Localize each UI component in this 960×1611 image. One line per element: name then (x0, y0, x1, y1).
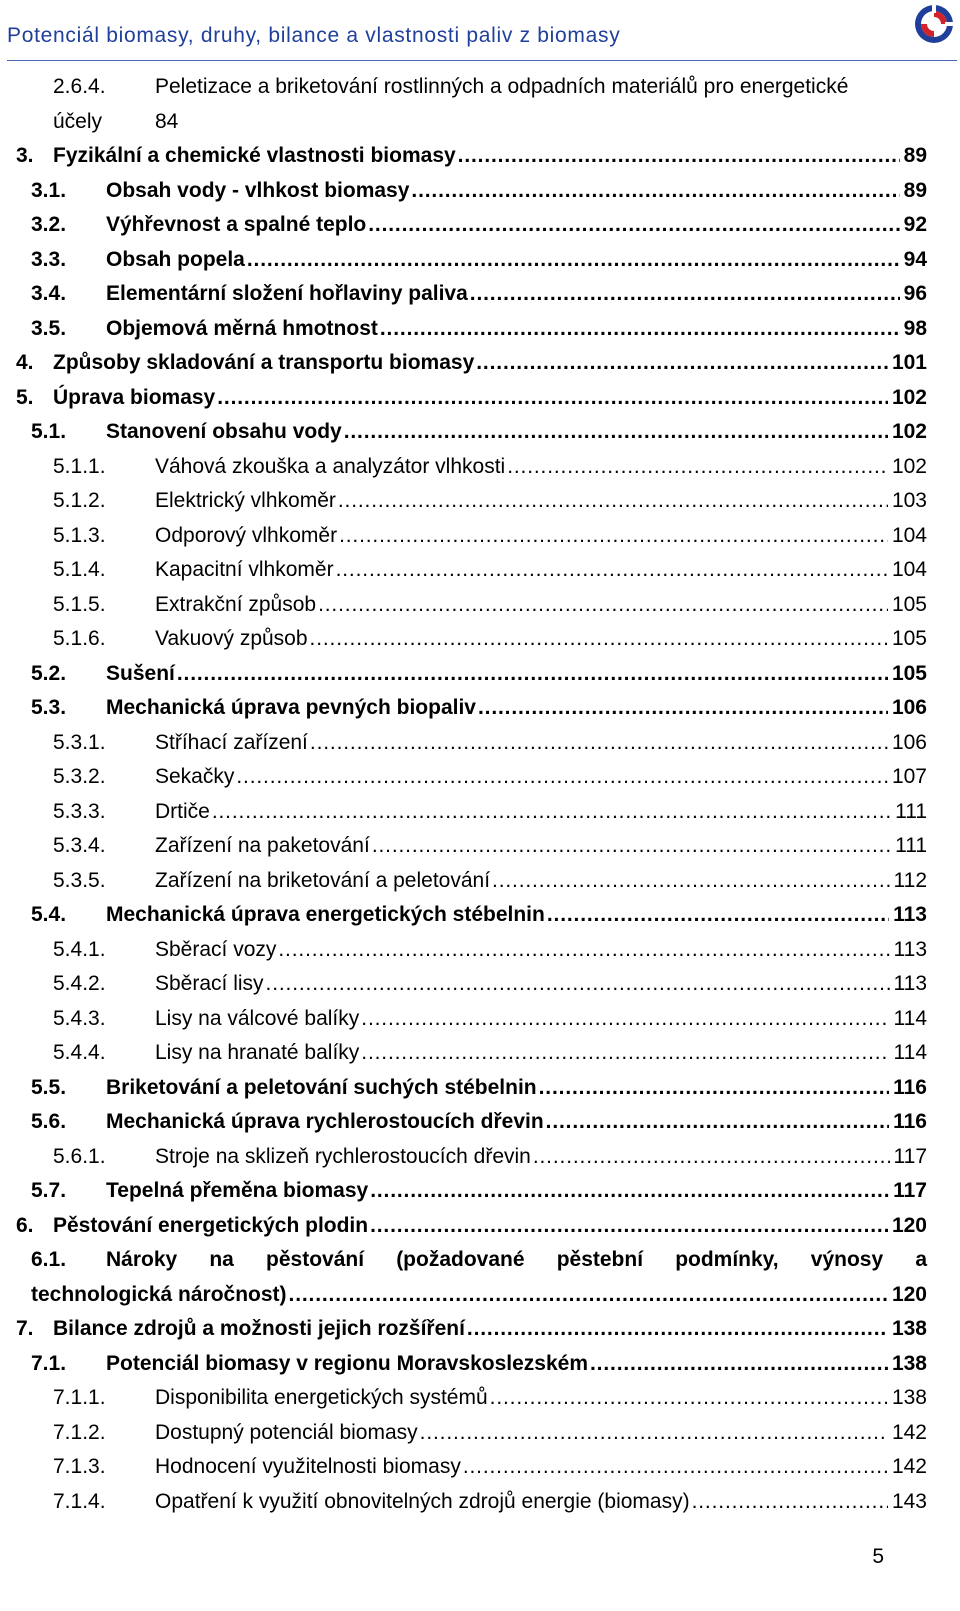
toc-entry-number: 5.3. (31, 696, 67, 719)
toc-entry-line (155, 1416, 927, 1451)
toc-entry-page: 113 (893, 937, 927, 961)
toc-entry-number: 7.1.1. (53, 1386, 106, 1409)
toc-leader-dots (507, 450, 888, 485)
toc-entry-number: 7.1.3. (53, 1455, 106, 1478)
toc-entry-number: 7. (16, 1317, 34, 1340)
toc-entry-page: 92 (903, 213, 927, 236)
toc-entry[interactable] (0, 381, 960, 416)
toc-entry-page: 94 (903, 247, 927, 271)
toc-entry-title: Zařízení na paketování (155, 834, 370, 857)
toc-leader-dots (247, 243, 900, 278)
toc-entry-page: 96 (903, 282, 927, 305)
toc-entry[interactable] (0, 898, 960, 933)
toc-entry[interactable] (0, 1450, 960, 1485)
toc-entry-number: 5.3.4. (53, 834, 106, 857)
toc-entry-title: Kapacitní vlhkoměr (155, 558, 334, 581)
toc-entry-page: 114 (893, 1006, 927, 1030)
toc-entry-title: Tepelná přeměna biomasy (106, 1179, 369, 1202)
toc-entry-title: Objemová měrná hmotnost (106, 316, 378, 340)
toc-leader-dots (411, 174, 899, 209)
toc-entry-line (106, 691, 927, 726)
toc-entry-number: 5.4. (31, 903, 67, 926)
toc-entry[interactable] (0, 208, 960, 243)
toc-leader-dots (212, 795, 891, 830)
toc-entry-line (155, 553, 927, 588)
toc-entry-title: Úprava biomasy (53, 385, 216, 409)
toc-entry-line (106, 1071, 927, 1106)
toc-entry-line (106, 415, 927, 450)
toc-entry-line (155, 1450, 927, 1485)
toc-entry-page: 89 (903, 178, 927, 202)
toc-entry-page: 142 (891, 1455, 927, 1478)
toc-entry-title: Hodnocení využitelnosti biomasy (155, 1455, 461, 1478)
toc-leader-dots (361, 1002, 889, 1037)
toc-entry[interactable] (0, 1209, 960, 1244)
toc-leader-dots (546, 1105, 889, 1140)
page-number: 5 (872, 1545, 884, 1568)
toc-entry-page: 102 (891, 385, 927, 409)
toc-leader-dots (492, 864, 889, 899)
toc-entry-page: 98 (903, 316, 927, 340)
toc-leader-dots (310, 726, 888, 761)
toc-entry-line (106, 243, 927, 278)
toc-leader-dots (338, 484, 888, 519)
toc-entry-title: Mechanická úprava rychlerostoucích dřevin (106, 1110, 544, 1133)
toc-leader-dots (420, 1416, 888, 1451)
toc-entry-page: 116 (893, 1075, 927, 1099)
toc-entry[interactable] (0, 760, 960, 795)
toc-entry-title: Sekačky (155, 765, 235, 788)
toc-entry-page: 105 (891, 627, 927, 650)
toc-leader-dots (463, 1450, 888, 1485)
toc-entry[interactable] (0, 829, 960, 864)
toc-entry-line (155, 588, 927, 623)
toc-entry-page: 112 (893, 868, 927, 892)
toc-entry-page: 105 (891, 661, 927, 685)
toc-entry-title: Bilance zdrojů a možnosti jejich rozšíření (53, 1317, 465, 1340)
toc-entry-page: 120 (891, 1282, 927, 1306)
toc-entry-title: Výhřevnost a spalné teplo (106, 213, 367, 236)
toc-entry-page: 142 (891, 1420, 927, 1444)
toc-entry-number: 7.1. (31, 1351, 67, 1375)
toc-entry[interactable] (0, 1416, 960, 1451)
toc-entry-number: 5.2. (31, 661, 67, 685)
toc-entry-title: Fyzikální a chemické vlastnosti biomasy (53, 144, 456, 167)
toc-entry-page: 104 (891, 523, 927, 547)
toc-entry-title: Stanovení obsahu vody (106, 420, 342, 443)
toc-entry[interactable] (0, 243, 960, 278)
toc-entry-page: 111 (895, 799, 927, 823)
toc-leader-dots (590, 1347, 888, 1382)
toc-entry[interactable] (0, 139, 960, 174)
toc-leader-dots (310, 622, 888, 657)
toc-entry[interactable] (0, 1002, 960, 1037)
toc-entry-number: 5.1.4. (53, 558, 106, 581)
toc-entry-line (106, 208, 927, 243)
toc-entry-number: 7.1.4. (53, 1489, 106, 1513)
toc-entry[interactable] (0, 1347, 960, 1382)
toc-entry[interactable] (0, 553, 960, 588)
toc-entry-line (155, 1140, 927, 1175)
toc-entry-line (53, 346, 927, 381)
toc-entry-page: 117 (893, 1144, 927, 1168)
toc-entry[interactable] (0, 691, 960, 726)
toc-leader-dots (458, 139, 900, 174)
toc-leader-dots (547, 898, 889, 933)
toc-entry-number: 5.4.1. (53, 937, 106, 961)
toc-entry[interactable] (0, 1036, 960, 1071)
header-divider (7, 60, 957, 61)
toc-entry-title: Sběrací lisy (155, 972, 264, 995)
toc-entry-number: 3.2. (31, 213, 67, 236)
toc-entry-number: 2.6.4. (53, 75, 106, 98)
toc-entry-page: 89 (903, 144, 927, 167)
toc-entry-title: Peletizace a briketování rostlinných a odpadních materiálů pro energetické (155, 75, 849, 98)
toc-entry-page: 102 (891, 420, 927, 443)
toc-entry-line (106, 174, 927, 209)
toc-entry-title: Dostupný potenciál biomasy (155, 1420, 418, 1444)
toc-entry-page: 84 (155, 109, 179, 133)
toc-entry-title-cont: technologická náročnost) (31, 1282, 287, 1306)
toc-entry-page: 104 (891, 558, 927, 581)
toc-entry-title: Opatření k využití obnovitelných zdrojů energie (biomasy) (155, 1489, 690, 1513)
toc-entry-line (106, 1347, 927, 1382)
toc-entry-page: 102 (891, 454, 927, 478)
toc-entry-page: 107 (891, 765, 927, 788)
toc-entry[interactable] (0, 1105, 960, 1140)
toc-entry-title: Obsah popela (106, 247, 245, 271)
toc-entry-number: 5.1.3. (53, 523, 106, 547)
toc-leader-dots (289, 1278, 888, 1313)
toc-entry-number: 5.3.3. (53, 799, 106, 823)
toc-leader-dots (370, 1209, 888, 1244)
toc-entry-page: 138 (891, 1317, 927, 1340)
toc-entry[interactable] (0, 277, 960, 312)
toc-entry-title: Disponibilita energetických systémů (155, 1386, 488, 1409)
toc-entry-title: Sběrací vozy (155, 937, 277, 961)
toc-entry-number: 5.3.5. (53, 868, 106, 892)
toc-entry[interactable] (0, 450, 960, 485)
toc-leader-dots (380, 312, 900, 347)
toc-entry-number: 5. (16, 385, 34, 409)
toc-entry-page: 106 (891, 696, 927, 719)
toc-entry[interactable] (0, 864, 960, 899)
toc-entry-title: Pěstování energetických plodin (53, 1213, 369, 1237)
toc-entry-number: 5.3.1. (53, 730, 106, 754)
toc-entry[interactable] (0, 1140, 960, 1175)
toc-entry-line (155, 484, 927, 519)
toc-leader-dots (490, 1381, 888, 1416)
toc-entry[interactable] (0, 484, 960, 519)
toc-entry-number: 5.1.6. (53, 627, 106, 650)
toc-leader-dots (370, 1174, 889, 1209)
toc-entry-line (53, 1209, 927, 1244)
toc-entry-number: 3. (16, 144, 34, 167)
toc-entry-page: 116 (893, 1110, 927, 1133)
toc-entry[interactable] (0, 1312, 960, 1347)
toc-entry[interactable] (0, 174, 960, 209)
toc-leader-dots (318, 588, 888, 623)
toc-entry-line (106, 898, 927, 933)
toc-leader-dots (361, 1036, 889, 1071)
toc-entry-number: 7.1.2. (53, 1420, 106, 1444)
toc-entry-continuation[interactable] (0, 105, 960, 140)
toc-entry-page: 113 (893, 972, 927, 995)
toc-leader-dots (478, 691, 888, 726)
toc-entry-number: 5.4.3. (53, 1006, 106, 1030)
toc-entry-number: 5.4.4. (53, 1041, 106, 1064)
institution-logo-icon (912, 2, 956, 46)
toc-entry-title: Extrakční způsob (155, 592, 317, 616)
toc-entry-continuation[interactable] (0, 1278, 960, 1313)
toc-entry[interactable] (0, 726, 960, 761)
toc-entry-line (155, 864, 927, 899)
toc-entry-line (155, 1036, 927, 1071)
toc-entry-line (155, 450, 927, 485)
toc-entry-line (155, 622, 927, 657)
toc-entry-line (155, 1381, 927, 1416)
toc-entry-number: 5.6.1. (53, 1144, 106, 1168)
toc-entry-title: Briketování a peletování suchých stébelnin (106, 1075, 537, 1099)
toc-entry-number: 5.1.2. (53, 489, 106, 512)
toc-entry-title: Nároky na pěstování (požadované pěstební podmínky, výnosy a (106, 1248, 927, 1271)
toc-entry-line (53, 381, 927, 416)
toc-entry-line (155, 967, 927, 1002)
toc-entry-number: 6.1. (31, 1248, 67, 1271)
toc-entry-title: Lisy na hranaté balíky (155, 1041, 360, 1064)
toc-leader-dots (217, 381, 888, 416)
toc-entry-page: 103 (891, 489, 927, 512)
toc-entry-number: 5.5. (31, 1075, 67, 1099)
toc-entry-line (31, 1278, 927, 1313)
toc-entry-page: 117 (893, 1179, 927, 1202)
toc-entry-page: 138 (891, 1386, 927, 1409)
toc-entry-line (106, 657, 927, 692)
table-of-contents (0, 70, 960, 1519)
toc-entry[interactable] (0, 1485, 960, 1520)
toc-entry-page: 101 (891, 351, 927, 374)
toc-entry-title: Odporový vlhkoměr (155, 523, 338, 547)
toc-entry-number: 3.5. (31, 316, 67, 340)
toc-entry[interactable] (0, 588, 960, 623)
toc-entry-line (53, 139, 927, 174)
toc-entry-title: Vakuový způsob (155, 627, 308, 650)
toc-entry-title: Mechanická úprava energetických stébelnin (106, 903, 545, 926)
toc-entry[interactable] (0, 933, 960, 968)
toc-entry-title: Mechanická úprava pevných biopaliv (106, 696, 476, 719)
toc-entry-number: 5.6. (31, 1110, 67, 1133)
toc-entry-line (155, 519, 927, 554)
toc-entry-number: 5.7. (31, 1179, 67, 1202)
toc-entry-page: 111 (895, 834, 927, 857)
toc-leader-dots (476, 346, 888, 381)
toc-entry[interactable] (0, 1381, 960, 1416)
toc-entry-line (155, 1485, 927, 1520)
toc-entry-page: 120 (891, 1213, 927, 1237)
toc-entry-line (106, 277, 927, 312)
toc-leader-dots (266, 967, 890, 1002)
toc-leader-dots (470, 277, 900, 312)
toc-leader-dots (372, 829, 891, 864)
toc-leader-dots (177, 657, 888, 692)
toc-entry[interactable] (0, 1174, 960, 1209)
toc-entry[interactable] (0, 967, 960, 1002)
toc-entry[interactable] (0, 415, 960, 450)
toc-entry-line (155, 760, 927, 795)
toc-entry[interactable] (0, 312, 960, 347)
toc-entry-title: Obsah vody - vlhkost biomasy (106, 178, 410, 202)
toc-entry-title: Drtiče (155, 799, 210, 823)
toc-entry-line (155, 933, 927, 968)
toc-entry-title: Stroje na sklizeň rychlerostoucích dřevin (155, 1144, 531, 1168)
toc-entry-number: 3.4. (31, 282, 67, 305)
toc-entry-line (106, 1105, 927, 1140)
toc-entry-number: 5.1.5. (53, 592, 106, 616)
toc-entry[interactable] (0, 657, 960, 692)
toc-entry-number: 3.1. (31, 178, 67, 202)
toc-entry-line (106, 312, 927, 347)
toc-entry-title: Způsoby skladování a transportu biomasy (53, 351, 475, 374)
toc-entry-page: 143 (891, 1489, 927, 1513)
page-header (0, 0, 960, 62)
toc-entry[interactable] (0, 519, 960, 554)
header-title: Potenciál biomasy, druhy, bilance a vlastnosti paliv z biomasy (7, 24, 621, 47)
toc-entry-number: 6. (16, 1213, 34, 1237)
toc-entry-title: Váhová zkouška a analyzátor vlhkosti (155, 454, 506, 478)
toc-entry[interactable] (0, 622, 960, 657)
toc-entry-line (155, 829, 927, 864)
toc-entry-title: Lisy na válcové balíky (155, 1006, 360, 1030)
toc-entry-line (53, 1312, 927, 1347)
toc-entry-number: 3.3. (31, 247, 67, 271)
toc-leader-dots (368, 208, 899, 243)
toc-leader-dots (467, 1312, 888, 1347)
toc-leader-dots (336, 553, 888, 588)
toc-entry-number: 5.3.2. (53, 765, 106, 788)
toc-entry-title: Stříhací zařízení (155, 730, 308, 754)
toc-entry-line (155, 1002, 927, 1037)
toc-entry-number: 5.1. (31, 420, 67, 443)
toc-leader-dots (533, 1140, 890, 1175)
toc-leader-dots (539, 1071, 889, 1106)
toc-leader-dots (692, 1485, 888, 1520)
toc-leader-dots (278, 933, 889, 968)
toc-entry-page: 105 (891, 592, 927, 616)
toc-entry-number: 5.4.2. (53, 972, 106, 995)
toc-entry-page: 106 (891, 730, 927, 754)
toc-entry-line (106, 1174, 927, 1209)
toc-entry-page: 138 (891, 1351, 927, 1375)
toc-leader-dots (344, 415, 888, 450)
toc-leader-dots (339, 519, 888, 554)
toc-entry-title: Potenciál biomasy v regionu Moravskoslezském (106, 1351, 589, 1375)
toc-entry[interactable] (0, 795, 960, 830)
toc-entry[interactable] (0, 70, 960, 105)
toc-entry-line (155, 726, 927, 761)
toc-entry[interactable] (0, 346, 960, 381)
toc-entry-title: Zařízení na briketování a peletování (155, 868, 491, 892)
toc-entry[interactable] (0, 1071, 960, 1106)
toc-entry[interactable] (0, 1243, 960, 1278)
toc-entry-title: Sušení (106, 661, 175, 685)
toc-entry-number: 4. (16, 351, 34, 374)
toc-entry-page: 114 (893, 1041, 927, 1064)
toc-leader-dots (236, 760, 888, 795)
toc-entry-title: Elementární složení hořlaviny paliva (106, 282, 468, 305)
toc-entry-number: 5.1.1. (53, 454, 106, 478)
toc-entry-page: 113 (893, 903, 927, 926)
toc-entry-title: Elektrický vlhkoměr (155, 489, 336, 512)
toc-entry-line (155, 795, 927, 830)
toc-entry-title-cont: účely (53, 109, 103, 133)
